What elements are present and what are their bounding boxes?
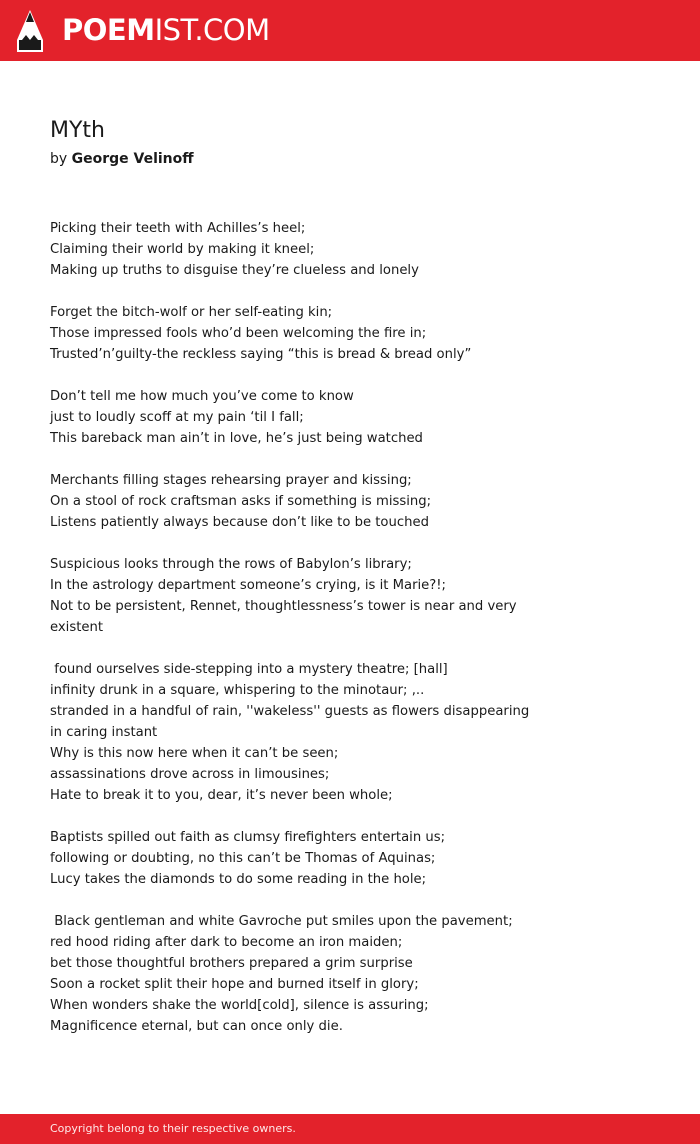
poem-title: MYth xyxy=(50,118,105,143)
poem-line: Baptists spilled out faith as clumsy firefighters entertain us; xyxy=(50,830,446,845)
site-header xyxy=(0,0,700,61)
poem-line: Those impressed fools who’d been welcoming the fire in; xyxy=(50,326,427,341)
poem-line: Claiming their world by making it kneel; xyxy=(50,242,315,257)
poem-line: assassinations drove across in limousines; xyxy=(50,767,330,782)
pencil-icon[interactable] xyxy=(17,10,43,52)
poem-line: Not to be persistent, Rennet, thoughtlessness’s tower is near and very xyxy=(50,599,517,614)
poem-stanza xyxy=(50,386,570,449)
poem-line: Magnificence eternal, but can once only die. xyxy=(50,1019,343,1034)
logo-light-text: IST.COM xyxy=(154,13,270,47)
poem-line: stranded in a handful of rain, ''wakeless'' guests as flowers disappearing xyxy=(50,704,530,719)
poem-line: in caring instant xyxy=(50,725,158,740)
poem-line: bet those thoughtful brothers prepared a grim surprise xyxy=(50,956,413,971)
poem-line: Suspicious looks through the rows of Babylon’s library; xyxy=(50,557,412,572)
poem-line: just to loudly scoff at my pain ‘til I fall; xyxy=(50,410,304,425)
poem-line: Lucy takes the diamonds to do some reading in the hole; xyxy=(50,872,427,887)
poem-line: Picking their teeth with Achilles’s heel; xyxy=(50,221,306,236)
poem-line: Soon a rocket split their hope and burned itself in glory; xyxy=(50,977,419,992)
poem-line: On a stool of rock craftsman asks if something is missing; xyxy=(50,494,432,509)
poem-line: Why is this now here when it can’t be seen; xyxy=(50,746,339,761)
by-label: by xyxy=(50,151,68,167)
poem-stanza xyxy=(50,827,570,890)
logo-bold-text: POEM xyxy=(62,13,155,47)
poem-stanza xyxy=(50,470,570,533)
poem-stanza xyxy=(50,659,570,806)
poem-body xyxy=(50,218,570,1058)
copyright-text: Copyright belong to their respective owners. xyxy=(50,1122,296,1135)
author-name: George Velinoff xyxy=(71,151,194,167)
poem-line: Hate to break it to you, dear, it’s never been whole; xyxy=(50,788,393,803)
poem-line: existent xyxy=(50,620,104,635)
poem-stanza xyxy=(50,218,570,281)
poem-stanza xyxy=(50,302,570,365)
site-footer xyxy=(0,1114,700,1144)
poem-line: infinity drunk in a square, whispering to the minotaur; ,.. xyxy=(50,683,425,698)
poem-line: When wonders shake the world[cold], silence is assuring; xyxy=(50,998,429,1013)
poem-line: found ourselves side-stepping into a mystery theatre; [hall] xyxy=(50,662,448,677)
poem-stanza xyxy=(50,911,570,1037)
poem-line: Trusted’n’guilty-the reckless saying “this is bread & bread only” xyxy=(50,347,472,362)
poem-line: In the astrology department someone’s crying, is it Marie?!; xyxy=(50,578,446,593)
poem-line: following or doubting, no this can’t be Thomas of Aquinas; xyxy=(50,851,436,866)
poem-stanza xyxy=(50,554,570,638)
site-logo[interactable] xyxy=(62,12,270,48)
poem-line: red hood riding after dark to become an iron maiden; xyxy=(50,935,403,950)
poem-line: Black gentleman and white Gavroche put smiles upon the pavement; xyxy=(50,914,513,929)
poem-line: Don’t tell me how much you’ve come to know xyxy=(50,389,354,404)
poem-line: This bareback man ain’t in love, he’s just being watched xyxy=(50,431,423,446)
poem-line: Forget the bitch-wolf or her self-eating kin; xyxy=(50,305,333,320)
poem-line: Making up truths to disguise they’re clueless and lonely xyxy=(50,263,419,278)
poem-byline xyxy=(50,148,194,170)
poem-line: Merchants filling stages rehearsing prayer and kissing; xyxy=(50,473,412,488)
poem-line: Listens patiently always because don’t like to be touched xyxy=(50,515,429,530)
